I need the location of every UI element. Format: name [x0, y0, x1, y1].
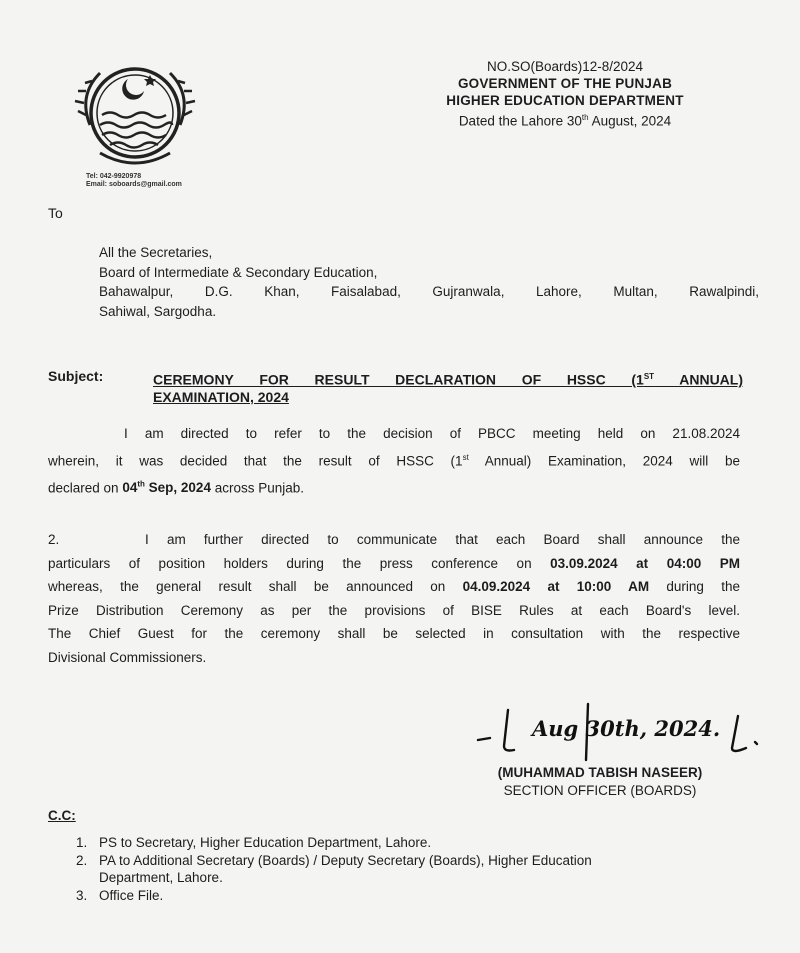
subject-line: CEREMONY FOR RESULT DECLARATION OF HSSC (1ST ANNUAL) [153, 371, 743, 388]
paragraph-number: 2. [48, 532, 60, 547]
subject-line: EXAMINATION, 2024 [153, 388, 289, 405]
signatory-name: (MUHAMMAD TABISH NASEER) [497, 765, 703, 780]
address-line: Board of Intermediate & Secondary Education, [99, 264, 378, 280]
paragraph-2: 2. I am further directed to communicate that each Board shall announce the particulars of position holders during the press conference on 03.09.2024 at 04:00 PM whereas, the general result shall be announced on 04.09.2024 at 10:00 AM during the Prize Distribution Ceremony as per the provisions of BISE Rules at each Board's level. The Chief Guest for the ceremony shall be selected in consultation with the respective Divisional Commissioners. [48, 528, 740, 669]
para2-line: The Chief Guest for the ceremony shall be selected in consultation with the respective [48, 626, 740, 641]
para2-line: particulars of position holders during the press conference on 03.09.2024 at 04:00 PM [48, 555, 740, 571]
address-line: Sahiwal, Sargodha. [99, 303, 217, 319]
para1-line: declared on 04th Sep, 2024 across Punjab. [48, 479, 305, 495]
cc-item: 3. Office File. [76, 887, 164, 903]
office-email: Email: soboards@gmail.com [86, 181, 182, 188]
signatory [455, 764, 745, 800]
letter-date: Dated the Lahore 30th August, 2024 [458, 113, 672, 129]
handwritten-signature [470, 702, 770, 766]
press-conference-datetime: 03.09.2024 at 04:00 PM [550, 555, 740, 571]
para1-line: wherein, it was decided that the result of HSSC (1st Annual) Examination, 2024 will be [48, 452, 740, 468]
cc-list [76, 834, 748, 904]
to-label: To [48, 205, 63, 221]
subject-label: Subject: [48, 368, 104, 384]
signatory-title: SECTION OFFICER (BOARDS) [503, 783, 697, 798]
government-of-punjab-seal-icon [70, 55, 200, 175]
cc-label: C.C: [48, 808, 76, 823]
letter-number: NO.SO(Boards)12-8/2024 [486, 59, 644, 74]
cc-item: 2. PA to Additional Secretary (Boards) / Deputy Secretary (Boards), Higher Education Department, Lahore. [76, 852, 592, 885]
government-name: GOVERNMENT OF THE PUNJAB [457, 76, 673, 91]
general-result-datetime: 04.09.2024 at 10:00 AM [462, 579, 650, 594]
letter-header [405, 58, 725, 130]
address-line: All the Secretaries, [99, 245, 213, 260]
paragraph-1 [48, 422, 740, 500]
recipient-address [99, 243, 759, 321]
result-date: 04th Sep, 2024 [122, 479, 211, 495]
para1-line: I am directed to refer to the decision of PBCC meeting held on 21.08.2024 [124, 426, 740, 441]
department-name: HIGHER EDUCATION DEPARTMENT [446, 93, 684, 108]
subject-text [153, 368, 743, 406]
para2-line: Prize Distribution Ceremony as per the provisions of BISE Rules at each Board's level. [48, 602, 740, 618]
para2-line: Divisional Commissioners. [48, 649, 207, 665]
office-contact [86, 173, 182, 189]
svg-text:Aug 30th, 2024.: Aug 30th, 2024. [532, 716, 721, 741]
cc-item: 1. PS to Secretary, Higher Education Department, Lahore. [76, 835, 432, 850]
para2-line: whereas, the general result shall be announced on 04.09.2024 at 10:00 AM during the [48, 579, 741, 594]
address-line: Bahawalpur, D.G. Khan, Faisalabad, Gujranwala, Lahore, Multan, Rawalpindi, [99, 284, 759, 299]
office-phone: Tel: 042-9920978 [86, 173, 142, 180]
